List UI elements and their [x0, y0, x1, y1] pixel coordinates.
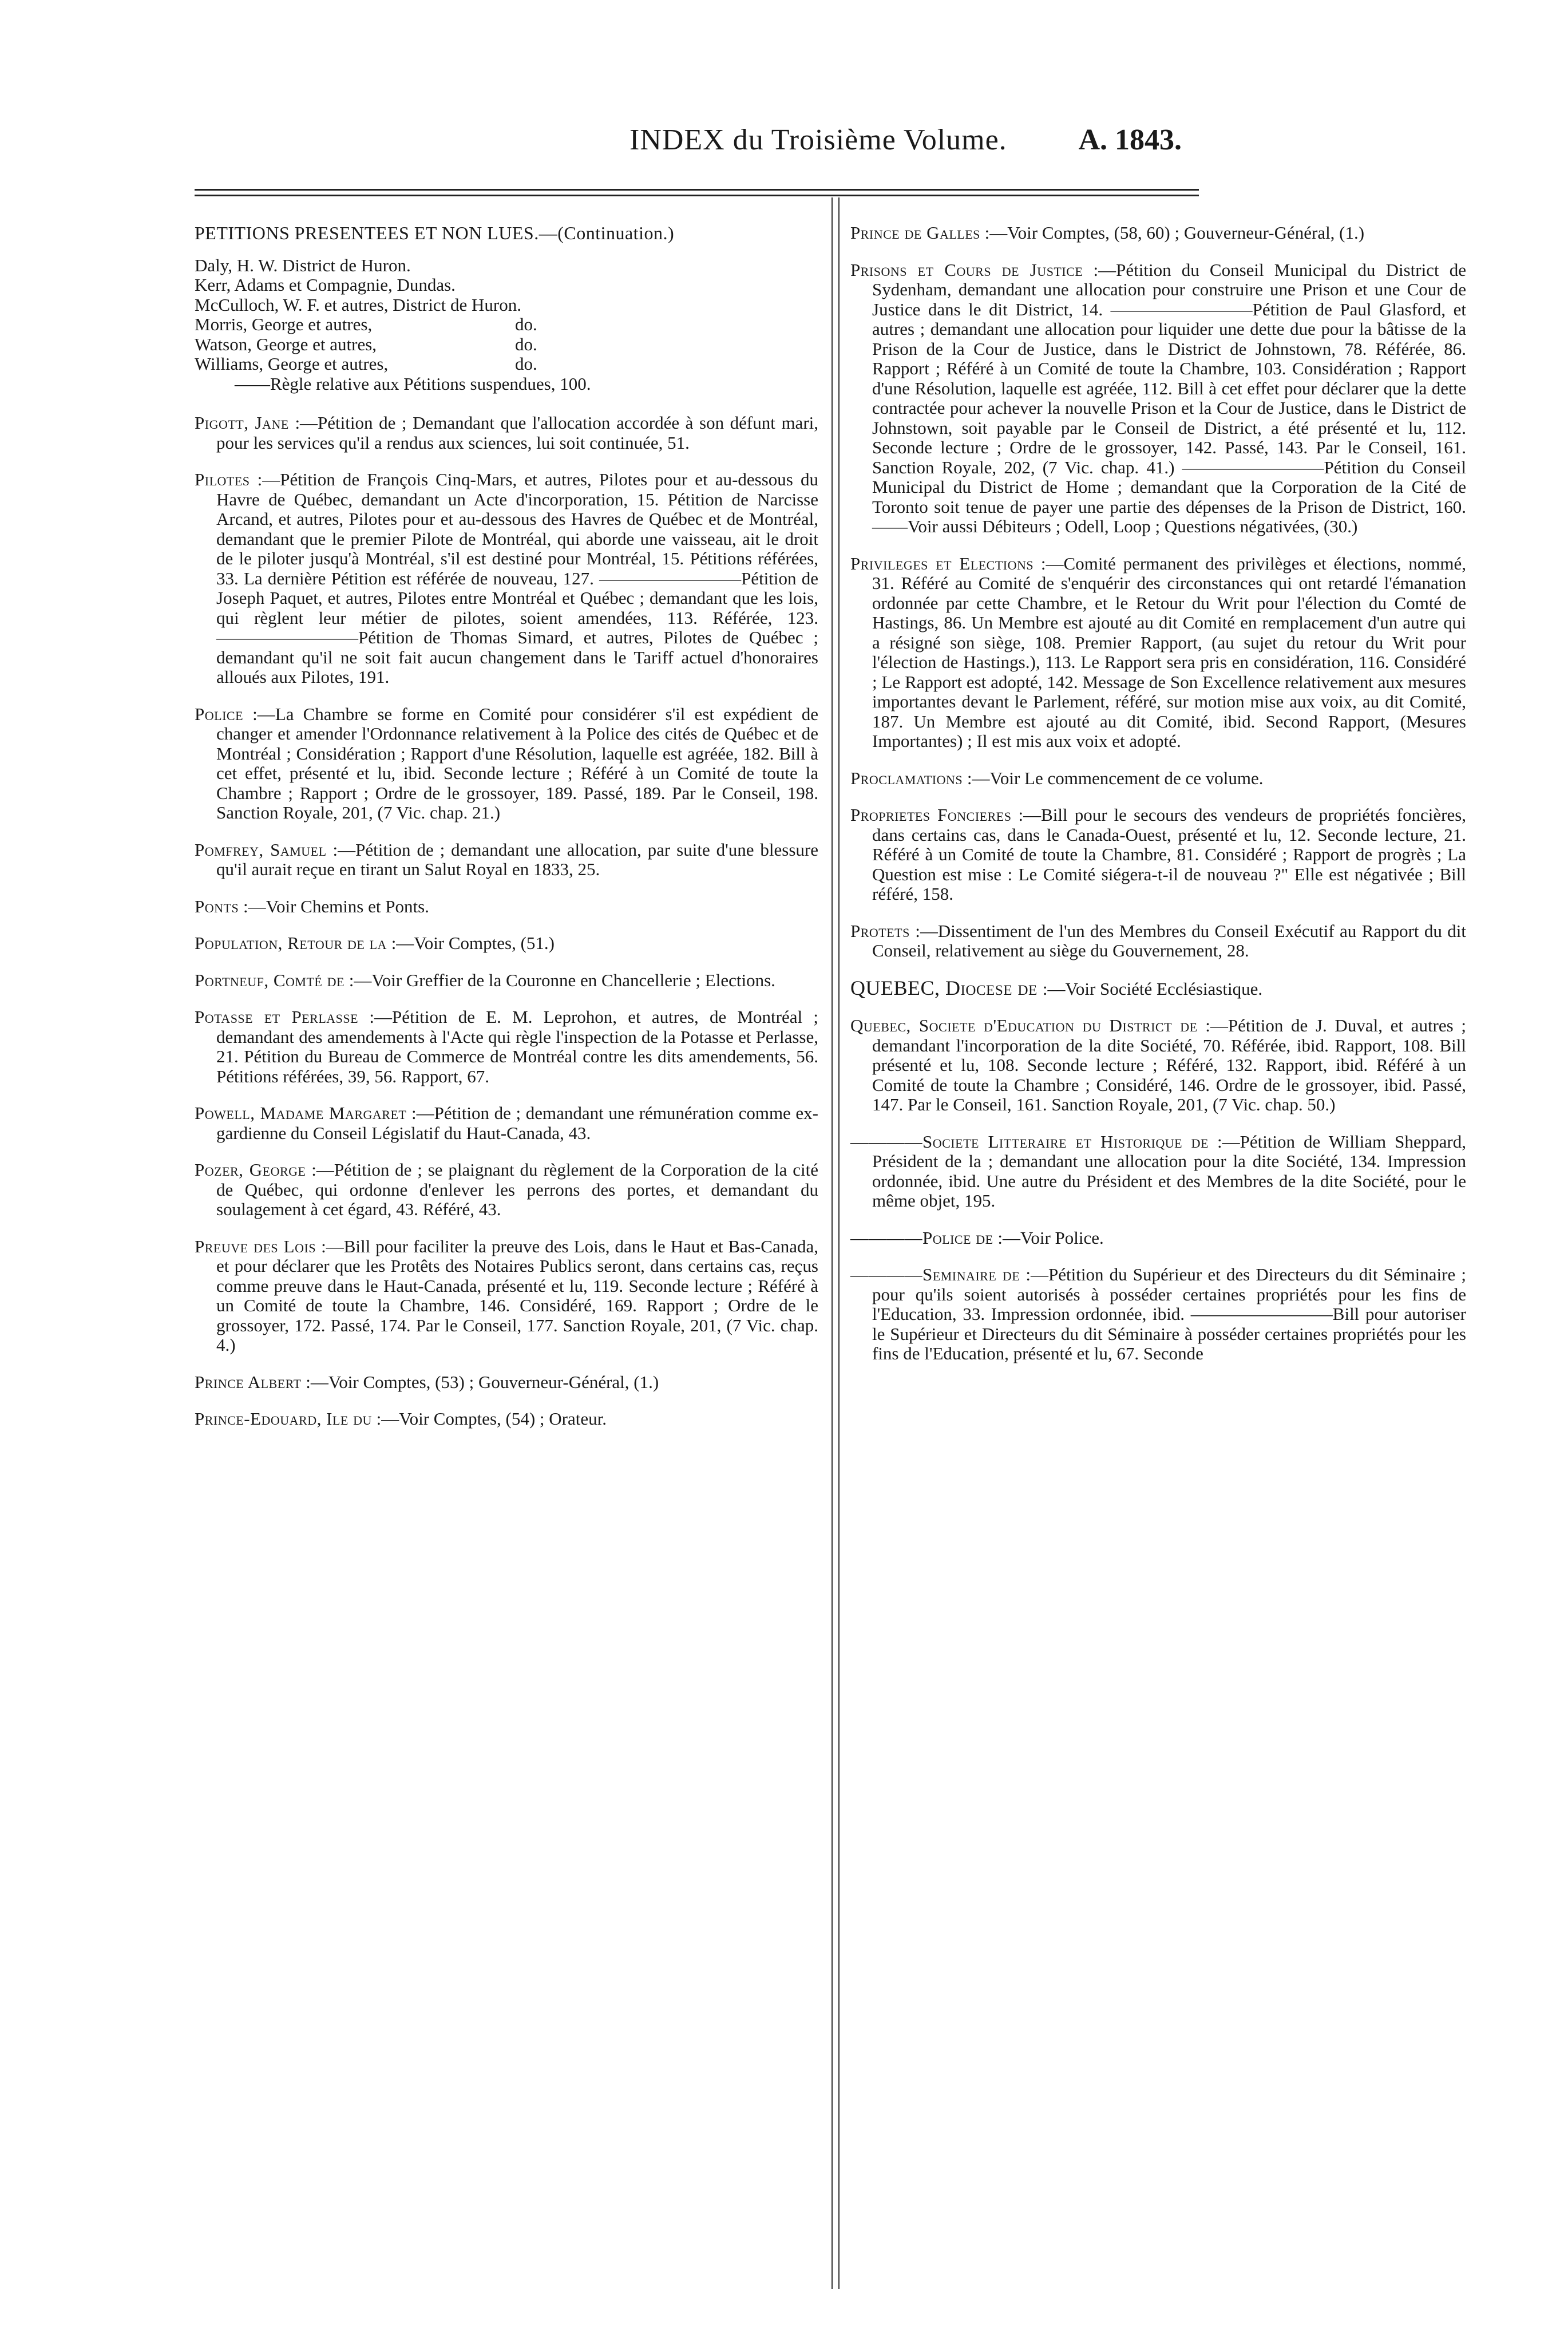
list-item: Kerr, Adams et Compagnie, Dundas.	[195, 275, 456, 295]
index-entry: Quebec, Societe d'Education du District de :—Pétition de J. Duval, et autres ; demandant l'incorporation de la dite Société, 70. Référée, ibid. Rapport, 108. Bill présenté et lu, 108. Seconde lecture ; Référé, 132. Rapport, ibid. Référé à un Comité de toute la Chambre ; Considéré, 146. Ordre de le grossoyer, ibid. Passé, 147. Par le Conseil, 161. Sanction Royale, 201, (7 Vic. chap. 50.)	[850, 1015, 1466, 1114]
column-divider	[831, 197, 840, 2289]
index-entry: Proprietes Foncieres :—Bill pour le secours des vendeurs de propriétés foncières, dans certains cas, dans le Canada-Ouest, présenté et lu, 12. Seconde lecture, 21. Référé à un Comité de toute la Chambre, 81. Considéré ; Rapport de progrès ; La Question est mise : Le Comité siégera-t-il de nouveau ?" Elle est négativée ; Bill référé, 158.	[850, 805, 1467, 904]
page-title: INDEX du Troisième Volume.	[629, 124, 1007, 156]
index-entry: Prince de Galles :—Voir Comptes, (58, 60) ; Gouverneur-Général, (1.)	[850, 223, 1365, 243]
section-title: PETITIONS PRESENTEES ET NON LUES.—(Continuation.)	[195, 223, 675, 243]
index-entry: QUEBEC, Diocese de :—Voir Société Ecclésiastique.	[850, 976, 1263, 999]
index-entry: ————Police de :—Voir Police.	[850, 1227, 1104, 1248]
index-entry: Prisons et Cours de Justice :—Pétition du Conseil Municipal du District de Sydenham, demandant une allocation pour construire une Prison et une Cour de Justice dans le dit District, 14. ————————Pétition de Paul Glasford, et autres ; demandant une allocation pour liquider une dette due pour la bâtisse de la Prison de la Cour de Justice, dans le District de Johnstown, 78. Référée, 86. Rapport ; Référé à un Comité de toute la Chambre, 103. Considération ; Rapport d'une Résolution, laquelle est agréée, 112. Bill à cet effet pour déclarer que la dette contractée pour achever la nouvelle Prison et la Cour de Justice, dans le District de Johnstown, soit payable par le Conseil de District, a été présenté et lu, 112. Seconde lecture ; Ordre de le grossoyer, 142. Passé, 143. Par le Conseil, 161. Sanction Royale, 202, (7 Vic. chap. 41.) ————————Pétition du Conseil Municipal du District de Home ; demandant que la Corporation de la Cité de Toronto soit tenue de payer une partie des dépenses de la Prison de District, 160. ——Voir aussi Débiteurs ; Odell, Loop ; Questions négativées, (30.)	[850, 259, 1466, 536]
year-mark: A. 1843.	[1078, 124, 1182, 156]
index-entry: Potasse et Perlasse :—Pétition de E. M. Leprohon, et autres, de Montréal ; demandant des amendements à l'Acte qui règle l'inspection de la Potasse et Perlasse, 21. Pétition du Bureau de Commerce de Montréal contre les dits amendements, 56. Pétitions référées, 39, 56. Rapport, 67.	[195, 1007, 818, 1086]
index-entry: Powell, Madame Margaret :—Pétition de ; demandant une rémunération comme ex-gardienne du Conseil Législatif du Haut-Canada, 43.	[195, 1103, 819, 1143]
left-column	[195, 223, 818, 1446]
rule-note: ——Règle relative aux Pétitions suspendues, 100.	[235, 373, 591, 394]
index-entry: Prince Albert :—Voir Comptes, (53) ; Gouverneur-Général, (1.)	[195, 1371, 659, 1392]
list-item: Morris, George et autres, do.	[195, 314, 537, 334]
list-item: Daly, H. W. District de Huron.	[195, 255, 411, 275]
index-entry: ————Societe Litteraire et Historique de :—Pétition de William Sheppard, Président de la ; demandant une allocation pour la dite Société, 134. Impression ordonnée, ibid. Une autre du Président et des Membres de la dite Société, pour le même objet, 195.	[850, 1131, 1466, 1211]
index-entry: Pigott, Jane :—Pétition de ; Demandant que l'allocation accordée à son défunt mari, pour les services qu'il a rendus aux sciences, lui soit continuée, 51.	[195, 413, 819, 453]
list-item: Watson, George et autres, do.	[195, 334, 537, 354]
index-entry: Protets :—Dissentiment de l'un des Membres du Conseil Exécutif au Rapport du dit Conseil, relativement au siège du Gouvernement, 28.	[850, 920, 1466, 960]
index-entry: Ponts :—Voir Chemins et Ponts.	[195, 896, 429, 916]
index-entry: Proclamations :—Voir Le commencement de ce volume.	[850, 768, 1264, 788]
index-entry: Prince-Edouard, Ile du :—Voir Comptes, (54) ; Orateur.	[195, 1409, 607, 1429]
index-entry: ————Seminaire de :—Pétition du Supérieur et des Directeurs du dit Séminaire ; pour qu'ils soient autorisés à posséder certaines propriétés pour les fins de l'Education, 33. Impression ordonnée, ibid. ————————Bill pour autoriser le Supérieur et Directeurs du dit Séminaire à posséder certaines propriétés pour les fins de l'Education, présenté et lu, 67. Seconde	[850, 1264, 1467, 1363]
page-header	[195, 123, 1199, 163]
header-rule-top	[195, 189, 1199, 191]
index-entry: Portneuf, Comté de :—Voir Greffier de la Couronne en Chancellerie ; Elections.	[195, 970, 775, 990]
index-entry: Preuve des Lois :—Bill pour faciliter la preuve des Lois, dans le Haut et Bas-Canada, et pour déclarer que les Protêts des Notaires Publics seront, dans certains cas, reçus comme preuve dans le Haut-Canada, présenté et lu, 119. Seconde lecture ; Référé à un Comité de toute la Chambre, 146. Considéré, 169. Rapport ; Ordre de le grossoyer, 172. Passé, 174. Par le Conseil, 177. Sanction Royale, 201, (7 Vic. chap. 4.)	[195, 1236, 818, 1355]
index-entry: Privileges et Elections :—Comité permanent des privilèges et élections, nommé, 31. Référé au Comité de s'enquérir des circonstances qui ont retardé l'émanation ordonnée par cette Chambre, et le Retour du Writ pour l'élection du Comté de Hastings, 86. Un Membre est ajouté au dit Comité en remplacement d'un autre qui a résigné son siège, 108. Premier Rapport, (au sujet du retour du Writ pour l'élection de Hastings.), 113. Le Rapport sera pris en considération, 116. Considéré ; Le Rapport est adopté, 142. Message de Son Excellence relativement aux mesures importantes devant le Parlement, référé, sur motion mise aux voix, au dit Comité, 187. Un Membre est ajouté au dit Comité, ibid. Second Rapport, (Mesures Importantes) ; Il est mis aux voix et adopté.	[850, 553, 1466, 751]
index-entry: Police :—La Chambre se forme en Comité pour considérer s'il est expédient de changer et amender l'Ordonnance relativement à la Police des cités de Québec et de Montréal ; Considération ; Rapport d'une Résolution, laquelle est agréée, 182. Bill à cet effet, présenté et lu, ibid. Seconde lecture ; Référé à un Comité de toute la Chambre ; Rapport ; Ordre de le grossoyer, 189. Passé, 189. Par le Conseil, 198. Sanction Royale, 201, (7 Vic. chap. 21.)	[195, 703, 818, 823]
list-item: McCulloch, W. F. et autres, District de Huron.	[195, 294, 521, 315]
index-entry: Population, Retour de la :—Voir Comptes, (51.)	[195, 933, 555, 953]
right-column	[850, 223, 1466, 1381]
petition-list	[195, 256, 818, 374]
list-item: Williams, George et autres, do.	[195, 354, 537, 374]
index-entry: Pozer, George :—Pétition de ; se plaignant du règlement de la Corporation de la cité de Québec, qui ordonne d'enlever les perrons des portes, et demandant du soulagement à cet égard, 43. Référé, 43.	[195, 1160, 818, 1219]
index-entry: Pilotes :—Pétition de François Cinq-Mars, et autres, Pilotes pour et au-dessous du Havre de Québec, demandant un Acte d'incorporation, 15. Pétition de Narcisse Arcand, et autres, Pilotes pour et au-dessous des Havres de Québec et de Montréal, demandant que le premier Pilote de Montréal, qui aborde une vaisseau, ait le droit de le piloter jusqu'à Montréal, s'il est destiné pour Montréal, 15. Pétitions référées, 33. La dernière Pétition est référée de nouveau, 127. ————————Pétition de Joseph Paquet, et autres, Pilotes entre Montréal et Québec ; demandant que les lois, qui règlent leur métier de pilotes, soient amendées, 113. Référée, 123. ————————Pétition de Thomas Simard, et autres, Pilotes de Québec ; demandant qu'il ne soit fait aucun changement dans le Tariff actuel d'honoraires alloués aux Pilotes, 191.	[195, 469, 818, 687]
index-entry: Pomfrey, Samuel :—Pétition de ; demandant une allocation, par suite d'une blessure qu'il aurait reçue en tirant un Salut Royal en 1833, 25.	[195, 839, 818, 879]
header-rule-bottom	[195, 195, 1199, 196]
